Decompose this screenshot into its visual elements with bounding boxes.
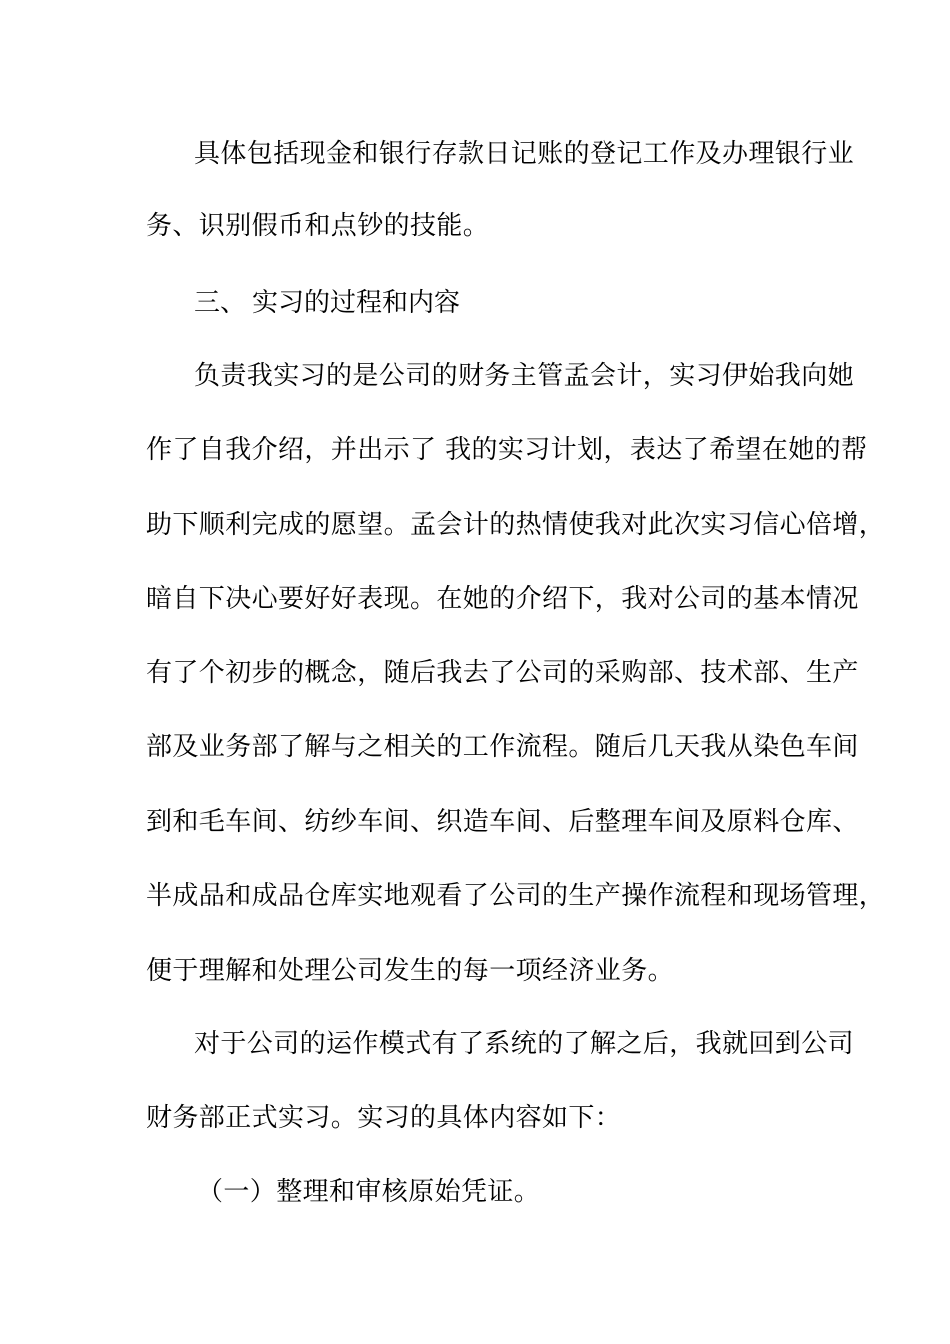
paragraph-line: 对于公司的运作模式有了系统的了解之后，我就回到公司 [194,1029,855,1059]
section-heading-number: 三、 [194,288,247,318]
paragraph-line: 便于理解和处理公司发生的每一项经济业务。 [146,956,675,986]
paragraph-line: 到和毛车间、纺纱车间、织造车间、后整理车间及原料仓库、 [146,807,859,837]
section-heading-title: 实习的过程和内容 [252,288,461,318]
paragraph-line: 暗自下决心要好好表现。在她的介绍下，我对公司的基本情况 [146,584,859,614]
paragraph-line: 有了个初步的概念，随后我去了公司的采购部、技术部、生产 [146,658,859,688]
paragraph-line: 具体包括现金和银行存款日记账的登记工作及办理银行业 [194,139,855,169]
paragraph-line: 负责我实习的是公司的财务主管孟会计，实习伊始我向她 [194,361,855,391]
paragraph-line: 财务部正式实习。实习的具体内容如下： [146,1103,622,1133]
subsection-heading: （一）整理和审核原始凭证。 [197,1177,541,1207]
paragraph-line: 部及业务部了解与之相关的工作流程。随后几天我从染色车间 [146,732,859,762]
paragraph-line: 作了自我介绍，并出示了 我的实习计划，表达了希望在她的帮 [146,435,868,465]
paragraph-line: 务、识别假币和点钞的技能。 [146,211,490,241]
paragraph-line: 半成品和成品仓库实地观看了公司的生产操作流程和现场管理， [146,881,886,911]
paragraph-line: 助下顺利完成的愿望。孟会计的热情使我对此次实习信心倍增， [146,510,886,540]
